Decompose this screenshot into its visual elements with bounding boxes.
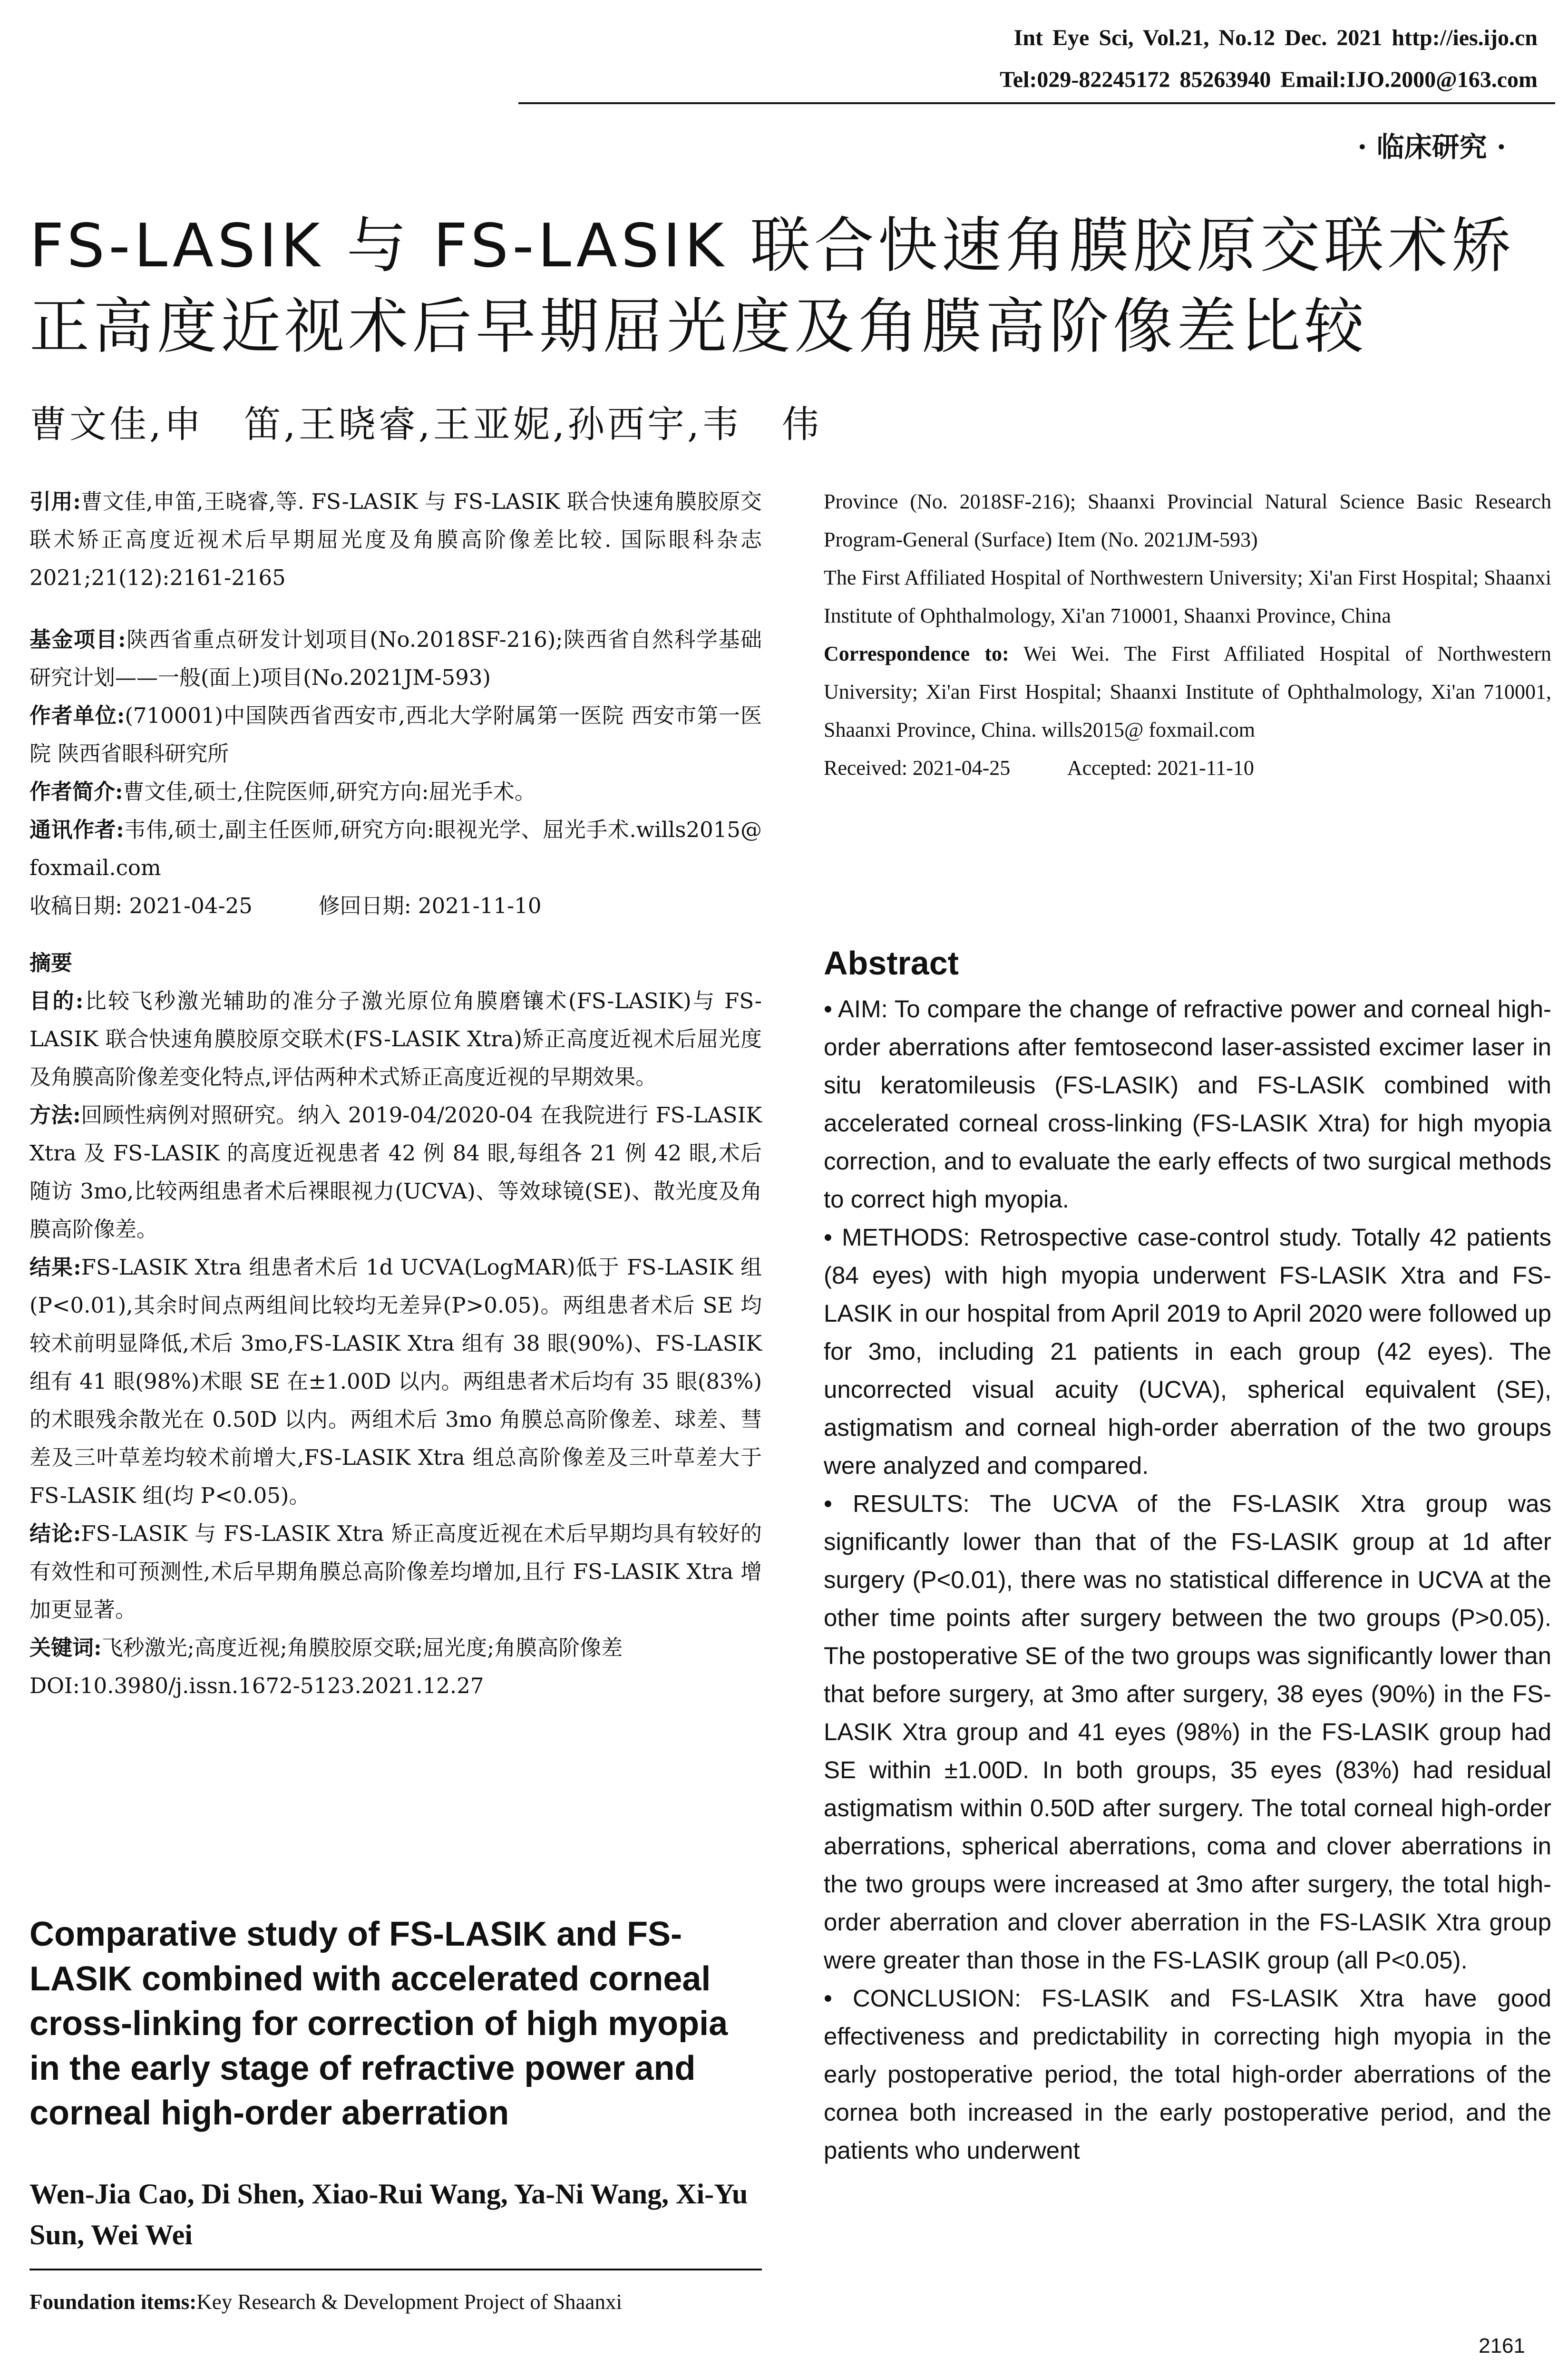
abstract-en <box>824 990 1551 2170</box>
methods-text-en: Retrospective case-control study. Totally 42 patients (84 eyes) with high myopia underwent FS-LASIK Xtra and FS-LASIK in our hospital from April 2019 to April 2020 were followed up for 3mo, including 21 patients in each group (42 eyes). The uncorrected visual acuity (UCVA), spherical equivalent (SE), astigmatism and corneal high-order aberration of the two groups were analyzed and compared. <box>824 1224 1551 1479</box>
corresponding-text: 韦伟,硕士,副主任医师,研究方向:眼视光学、屈光手术.wills2015@ foxmail.com <box>29 817 762 880</box>
conclusion-text-en: FS-LASIK and FS-LASIK Xtra have good effectiveness and predictability in correcting high myopia in the early postoperative period, the total high-order aberrations of the cornea both increased in the early postoperative period, and the patients who underwent <box>824 1985 1551 2164</box>
citation-text: 曹文佳,申笛,王晓睿,等. FS-LASIK 与 FS-LASIK 联合快速角膜胶原交联术矫正高度近视术后早期屈光度及角膜高阶像差比较. 国际眼科杂志 2021;21(12):2161-2165 <box>29 489 762 590</box>
author-bio-label: 作者简介: <box>29 779 123 804</box>
author-bio-text: 曹文佳,硕士,住院医师,研究方向:屈光手术。 <box>123 779 536 804</box>
results-label-en: • RESULTS: <box>824 1490 970 1517</box>
abstract-cn-heading: 摘要 <box>29 950 73 975</box>
revised-date-cn: 2021-11-10 <box>418 893 542 918</box>
corresponding-label: 通讯作者: <box>29 817 124 842</box>
aim-label-en: • AIM: <box>824 995 888 1023</box>
abstract-cn <box>29 944 762 1705</box>
section-label: · 临床研究 · <box>1357 131 1506 163</box>
foundation-text-en-part1: Key Research & Development Project of Shaanxi <box>196 2290 623 2314</box>
methods-label-en: • METHODS: <box>824 1224 970 1251</box>
foundation-label-en: Foundation items: <box>29 2290 197 2314</box>
affiliation-text: (710001)中国陕西省西安市,西北大学附属第一医院 西安市第一医院 陕西省眼科研究所 <box>29 703 762 766</box>
running-header-journal: Int Eye Sci, Vol.21, No.12 Dec. 2021 http://ies.ijo.cn <box>1013 25 1538 50</box>
english-title: Comparative study of FS-LASIK and FS-LASIK combined with accelerated corneal cross-linking for correction of high myopia in the early stage of refractive power and corneal high-order aberration <box>29 1915 728 2132</box>
results-text-en: The UCVA of the FS-LASIK Xtra group was significantly lower than that of the FS-LASIK group at 1d after surgery (P<0.01), there was no statistical difference in UCVA at the other time points after surgery between the two groups (P>0.05). The postoperative SE of the two groups was significantly lower than that before surgery, at 3mo after surgery, 38 eyes (90%) in the FS-LASIK Xtra group and 41 eyes (98%) in the FS-LASIK group had SE within ±1.00D. In both groups, 35 eyes (83%) had residual astigmatism within 0.50D after surgery. The total corneal high-order aberrations, spherical aberrations, coma and clover aberrations in the two groups were increased at 3mo after surgery, the total high-order aberration and clover aberration in the FS-LASIK Xtra group were greater than those in the FS-LASIK group (all P<0.05). <box>824 1490 1551 1974</box>
header-rule <box>518 102 1555 104</box>
foundation-en-start <box>29 2285 762 2319</box>
received-date-cn: 2021-04-25 <box>129 893 253 918</box>
footnote-rule <box>29 2269 762 2270</box>
funding-text: 陕西省重点研发计划项目(No.2018SF-216);陕西省自然科学基础研究计划——一般(面上)项目(No.2021JM-593) <box>29 627 762 690</box>
accepted-date-en: 2021-11-10 <box>1157 756 1254 779</box>
affiliation-label: 作者单位: <box>29 703 125 728</box>
dates-cn <box>29 887 762 925</box>
affiliation-en: The First Affiliated Hospital of Northwestern University; Xi'an First Hospital; Shaanxi Institute of Ophthalmology, Xi'an 710001, Shaanxi Province, China <box>824 566 1551 627</box>
authors-en: Wen-Jia Cao, Di Shen, Xiao-Rui Wang, Ya-Ni Wang, Xi-Yu Sun, Wei Wei <box>29 2178 748 2250</box>
aim-text-en: To compare the change of refractive power and corneal high-order aberrations after femtosecond laser-assisted excimer laser in situ keratomileusis (FS-LASIK) and FS-LASIK combined with accelerated corneal cross-linking (FS-LASIK Xtra) for high myopia correction, and to evaluate the early effects of two surgical methods to correct high myopia. <box>824 995 1551 1213</box>
methods-label-cn: 方法: <box>29 1102 81 1128</box>
results-label-cn: 结果: <box>29 1255 81 1280</box>
doi: DOI:10.3980/j.issn.1672-5123.2021.12.27 <box>29 1673 484 1698</box>
methods-text-cn: 回顾性病例对照研究。纳入 2019-04/2020-04 在我院进行 FS-LASIK Xtra 及 FS-LASIK 的高度近视患者 42 例 84 眼,每组各 21 例 42 眼,术后随访 3mo,比较两组患者术后裸眼视力(UCVA)、等效球镜(SE)、散光度及角膜高阶像差。 <box>29 1102 762 1242</box>
authors-cn: 曹文佳,申 笛,王晓睿,王亚妮,孙西宇,韦 伟 <box>29 403 822 446</box>
correspondence-label-en: Correspondence to: <box>824 642 1009 665</box>
aim-text-cn: 比较飞秒激光辅助的准分子激光原位角膜磨镶术(FS-LASIK)与 FS-LASIK 联合快速角膜胶原交联术(FS-LASIK Xtra)矫正高度近视术后屈光度及角膜高阶像差变化特点,评估两种术式矫正高度近视的早期效果。 <box>29 988 762 1090</box>
conclusion-text-cn: FS-LASIK 与 FS-LASIK Xtra 矫正高度近视在术后早期均具有较好的有效性和可预测性,术后早期角膜总高阶像差均增加,且行 FS-LASIK Xtra 增加更显著。 <box>29 1521 762 1622</box>
keywords-text-cn: 飞秒激光;高度近视;角膜胶原交联;屈光度;角膜高阶像差 <box>101 1635 623 1660</box>
metadata-en <box>824 483 1551 787</box>
dates-en <box>824 749 1551 787</box>
revised-label-cn: 修回日期: <box>318 893 411 918</box>
received-date-en: 2021-04-25 <box>912 756 1011 779</box>
received-label-en: Received: <box>824 756 907 779</box>
conclusion-label-cn: 结论: <box>29 1521 81 1546</box>
running-header-contact: Tel:029-82245172 85263940 Email:IJO.2000@163.com <box>1000 67 1538 92</box>
aim-label-cn: 目的: <box>29 988 84 1013</box>
foundation-text-en: Province (No. 2018SF-216); Shaanxi Provincial Natural Science Basic Research Program-General (Surface) Item (No. 2021JM-593) <box>824 490 1551 551</box>
correspondence-text-en: Wei Wei. The First Affiliated Hospital of Northwestern University; Xi'an First Hospital; Shaanxi Institute of Ophthalmology, Xi'an 710001, Shaanxi Province, China. wills2015@ foxmail.com <box>824 642 1551 741</box>
citation-block <box>29 483 762 597</box>
received-label-cn: 收稿日期: <box>29 893 123 918</box>
results-text-cn: FS-LASIK Xtra 组患者术后 1d UCVA(LogMAR)低于 FS-LASIK 组(P<0.01),其余时间点两组间比较均无差异(P>0.05)。两组患者术后 SE 均较术前明显降低,术后 3mo,FS-LASIK Xtra 组有 38 眼(90%)、FS-LASIK 组有 41 眼(98%)术眼 SE 在±1.00D 以内。两组患者术后均有 35 眼(83%)的术眼残余散光在 0.50D 以内。两组术后 3mo 角膜总高阶像差、球差、彗差及三叶草差均较术前增大,FS-LASIK Xtra 组总高阶像差及三叶草差大于 FS-LASIK 组(均 P<0.05)。 <box>29 1255 762 1508</box>
keywords-label-cn: 关键词: <box>29 1635 102 1660</box>
page-title: FS-LASIK 与 FS-LASIK 联合快速角膜胶原交联术矫正高度近视术后早期屈光度及角膜高阶像差比较 <box>29 211 1515 361</box>
conclusion-label-en: • CONCLUSION: <box>824 1985 1022 2012</box>
metadata-block <box>29 621 762 925</box>
page-number: 2161 <box>1479 2334 1525 2358</box>
citation-label: 引用: <box>29 489 81 514</box>
funding-label: 基金项目: <box>29 627 126 652</box>
accepted-label-en: Accepted: <box>1067 756 1152 779</box>
abstract-en-heading: Abstract <box>824 945 959 982</box>
